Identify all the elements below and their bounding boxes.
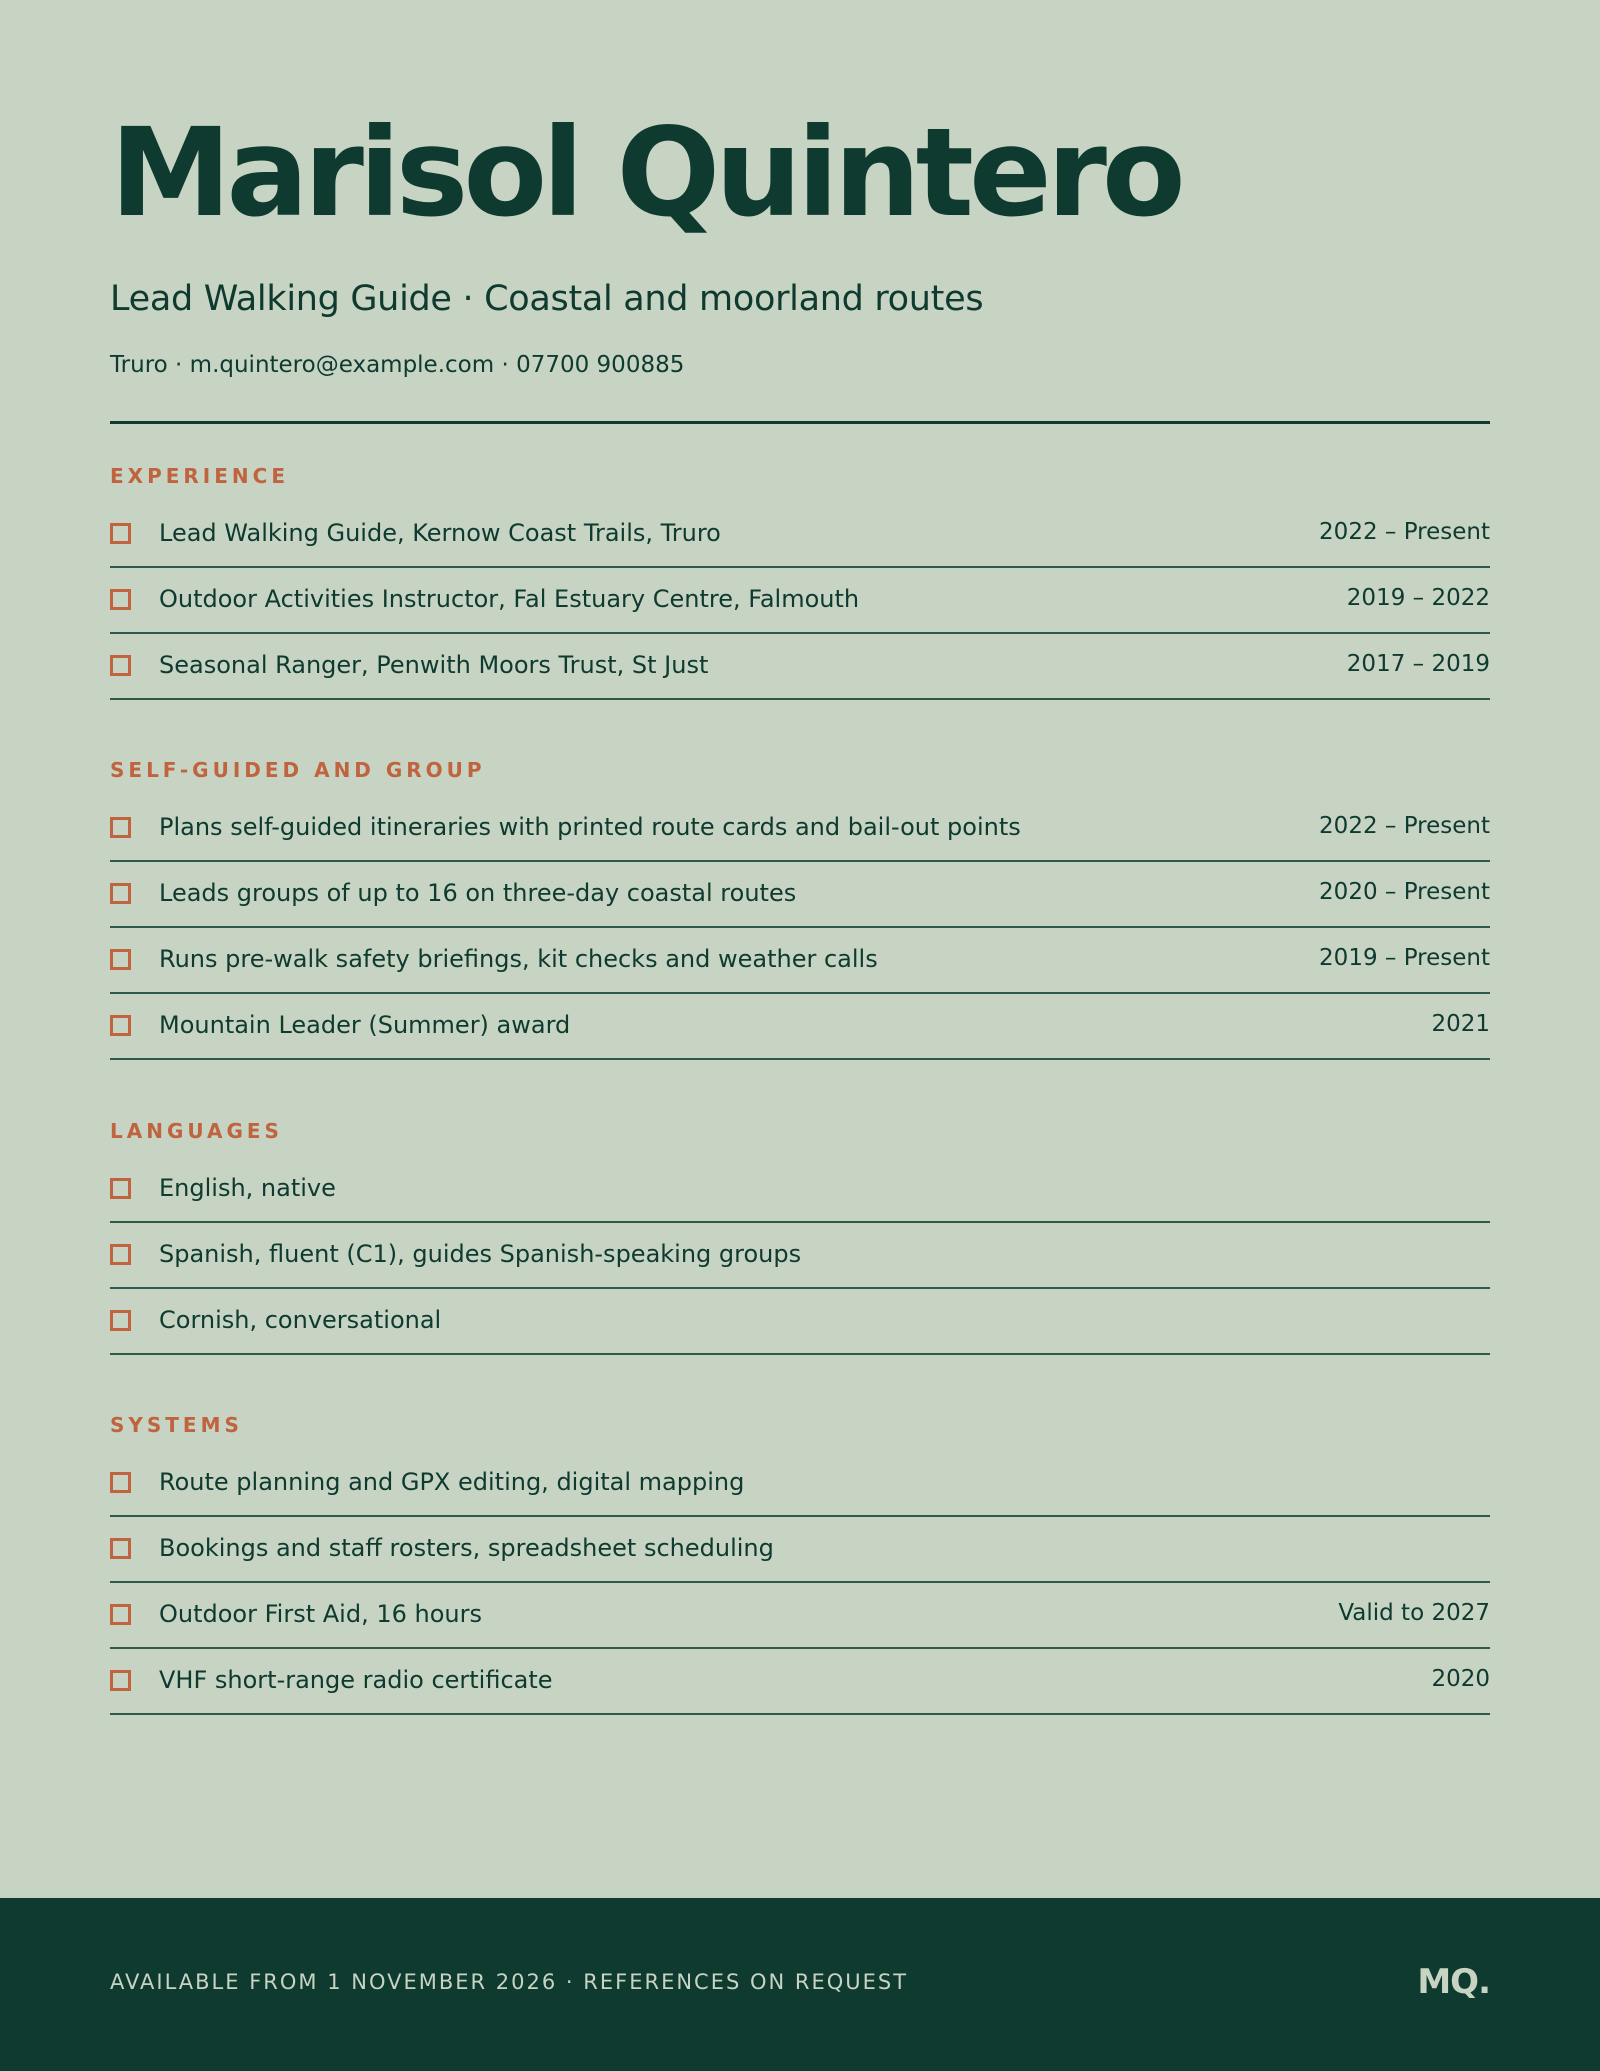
monogram: MQ. [1417, 1962, 1490, 2002]
availability-note: AVAILABLE FROM 1 NOVEMBER 2026 · REFERENCES ON REQUEST [110, 1970, 909, 1994]
list-item [110, 1289, 1490, 1355]
item-text: Spanish, fluent (C1), guides Spanish-speaking groups [159, 1239, 802, 1268]
list-item [110, 1583, 1490, 1649]
item-date: 2020 – Present [1319, 879, 1490, 906]
section-languages [110, 1117, 1490, 1355]
item-text: Cornish, conversational [159, 1305, 442, 1334]
list-item [110, 1223, 1490, 1289]
list-item [110, 1649, 1490, 1715]
checkbox-icon[interactable] [110, 589, 131, 610]
checkbox-icon[interactable] [110, 523, 131, 544]
candidate-headline: Lead Walking Guide · Coastal and moorland routes [110, 279, 984, 319]
section-title: LANGUAGES [110, 1119, 283, 1143]
section-experience [110, 462, 1490, 700]
item-text: Mountain Leader (Summer) award [159, 1010, 571, 1039]
list-item [110, 928, 1490, 994]
item-text: Leads groups of up to 16 on three-day coastal routes [159, 878, 797, 907]
item-text: English, native [159, 1173, 336, 1202]
checkbox-icon[interactable] [110, 655, 131, 676]
section-systems [110, 1411, 1490, 1715]
item-text: VHF short-range radio certificate [159, 1665, 553, 1694]
footer-bar [0, 1898, 1600, 2071]
list-item [110, 634, 1490, 700]
list-item [110, 1451, 1490, 1517]
checkbox-icon[interactable] [110, 1670, 131, 1691]
item-text: Route planning and GPX editing, digital mapping [159, 1467, 745, 1496]
list-item [110, 1157, 1490, 1223]
item-date: 2020 [1431, 1666, 1490, 1693]
item-date: 2022 – Present [1319, 813, 1490, 840]
section-self-guided-and-group [110, 756, 1490, 1060]
checkbox-icon[interactable] [110, 1178, 131, 1199]
checkbox-icon[interactable] [110, 883, 131, 904]
checkbox-icon[interactable] [110, 1538, 131, 1559]
section-title: SELF-GUIDED AND GROUP [110, 758, 486, 782]
checkbox-icon[interactable] [110, 949, 131, 970]
item-date: 2019 – 2022 [1346, 585, 1490, 612]
contact-line: Truro · m.quintero@example.com · 07700 900885 [110, 352, 685, 378]
item-text: Lead Walking Guide, Kernow Coast Trails, Truro [159, 518, 721, 547]
item-date: 2021 [1431, 1011, 1490, 1038]
list-item [110, 502, 1490, 568]
section-title: SYSTEMS [110, 1413, 243, 1437]
checkbox-icon[interactable] [110, 817, 131, 838]
checkbox-icon[interactable] [110, 1472, 131, 1493]
item-text: Bookings and staff rosters, spreadsheet scheduling [159, 1533, 774, 1562]
checkbox-icon[interactable] [110, 1604, 131, 1625]
list-item [110, 994, 1490, 1060]
section-title: EXPERIENCE [110, 464, 289, 488]
candidate-name: Marisol Quintero [110, 102, 1181, 244]
list-item [110, 1517, 1490, 1583]
checkbox-icon[interactable] [110, 1310, 131, 1331]
list-item [110, 568, 1490, 634]
item-text: Outdoor Activities Instructor, Fal Estuary Centre, Falmouth [159, 584, 860, 613]
list-item [110, 796, 1490, 862]
item-text: Runs pre-walk safety briefings, kit checks and weather calls [159, 944, 878, 973]
checkbox-icon[interactable] [110, 1015, 131, 1036]
item-text: Plans self-guided itineraries with printed route cards and bail-out points [159, 812, 1021, 841]
item-text: Seasonal Ranger, Penwith Moors Trust, St Just [159, 650, 709, 679]
item-date: 2022 – Present [1319, 519, 1490, 546]
checkbox-icon[interactable] [110, 1244, 131, 1265]
list-item [110, 862, 1490, 928]
header-divider [110, 421, 1490, 424]
item-date: 2017 – 2019 [1346, 651, 1490, 678]
item-date: Valid to 2027 [1338, 1600, 1490, 1627]
item-text: Outdoor First Aid, 16 hours [159, 1599, 482, 1628]
item-date: 2019 – Present [1319, 945, 1490, 972]
